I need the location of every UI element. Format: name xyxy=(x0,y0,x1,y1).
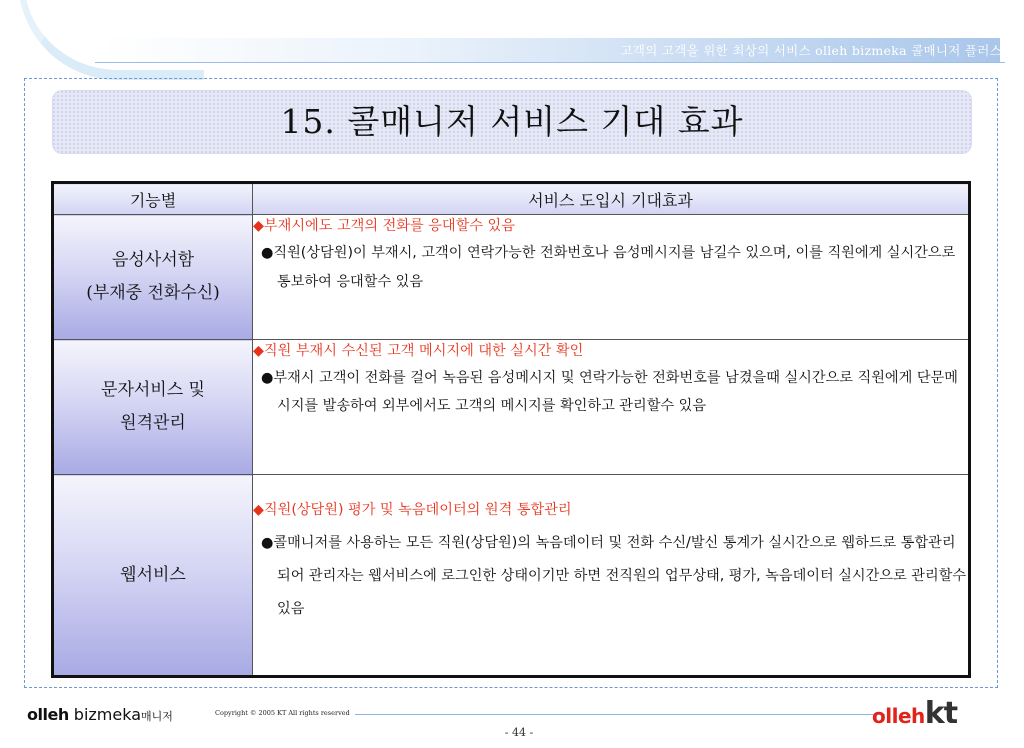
bizmeka-logo xyxy=(27,705,173,724)
table-header-row xyxy=(53,183,970,215)
function-line: 웹서비스 xyxy=(120,564,186,585)
effect-cell xyxy=(253,475,970,677)
kt-logo-olleh: olleh xyxy=(872,704,925,728)
function-line: 문자서비스 및 xyxy=(101,380,205,400)
effects-table xyxy=(51,181,971,678)
page-number: - 44 - xyxy=(504,726,534,739)
header-tagline: 고객의 고객을 위한 최상의 서비스 olleh bizmeka 콜매니저 플러스 xyxy=(620,43,1002,58)
footer-divider xyxy=(355,714,885,715)
copyright-text: Copyright © 2005 KT All rights reserved xyxy=(215,709,350,717)
table-row xyxy=(53,475,970,677)
effect-cell xyxy=(253,215,970,340)
effect-description: ●부재시 고객이 전화를 걸어 녹음된 음성메시지 및 연락가능한 전화번호를 남겼을때 실시간으로 직원에게 단문메시지를 발송하여 외부에서도 고객의 메시지를 확인하고 관리할수 있음 xyxy=(261,370,958,414)
function-line: 원격관리 xyxy=(120,413,186,433)
header-function: 기능별 xyxy=(53,183,253,215)
function-line: 음성사서함 xyxy=(111,250,195,270)
effect-highlight: ◆부재시에도 고객의 전화를 응대할수 있음 xyxy=(253,218,515,234)
header-effect: 서비스 도입시 기대효과 xyxy=(253,183,970,215)
effect-cell xyxy=(253,340,970,475)
header-divider xyxy=(95,62,1005,63)
effect-description: ●콜매니저를 사용하는 모든 직원(상담원)의 녹음데이터 및 전화 수신/발신 통계가 실시간으로 웹하드로 통합관리되어 관리자는 웹서비스에 로그인한 상태이기만 하면 전직원의 업무상태, 평가, 녹음데이터 실시간으로 관리할수 있음 xyxy=(261,535,967,617)
effect-description: ●직원(상담원)이 부재시, 고객이 연락가능한 전화번호나 음성메시지를 남길수 있으며, 이를 직원에게 실시간으로 통보하여 응대할수 있음 xyxy=(261,245,956,290)
effect-highlight: ◆직원 부재시 수신된 고객 메시지에 대한 실시간 확인 xyxy=(253,343,584,359)
function-cell xyxy=(53,340,253,475)
olleh-kt-logo xyxy=(872,696,957,731)
table-row xyxy=(53,215,970,340)
function-cell xyxy=(53,475,253,677)
table-row xyxy=(53,340,970,475)
logo-bizmeka-text: bizmeka xyxy=(68,705,142,724)
function-cell xyxy=(53,215,253,340)
logo-olleh-text: olleh xyxy=(27,705,69,724)
kt-logo-kt: kt xyxy=(924,696,958,731)
logo-suffix-text: 매니저 xyxy=(141,710,173,723)
effect-highlight: ◆직원(상담원) 평가 및 녹음데이터의 원격 통합관리 xyxy=(253,502,572,518)
slide-title: 15. 콜매니저 서비스 기대 효과 xyxy=(280,102,744,141)
function-line: (부재중 전화수신) xyxy=(86,283,220,303)
